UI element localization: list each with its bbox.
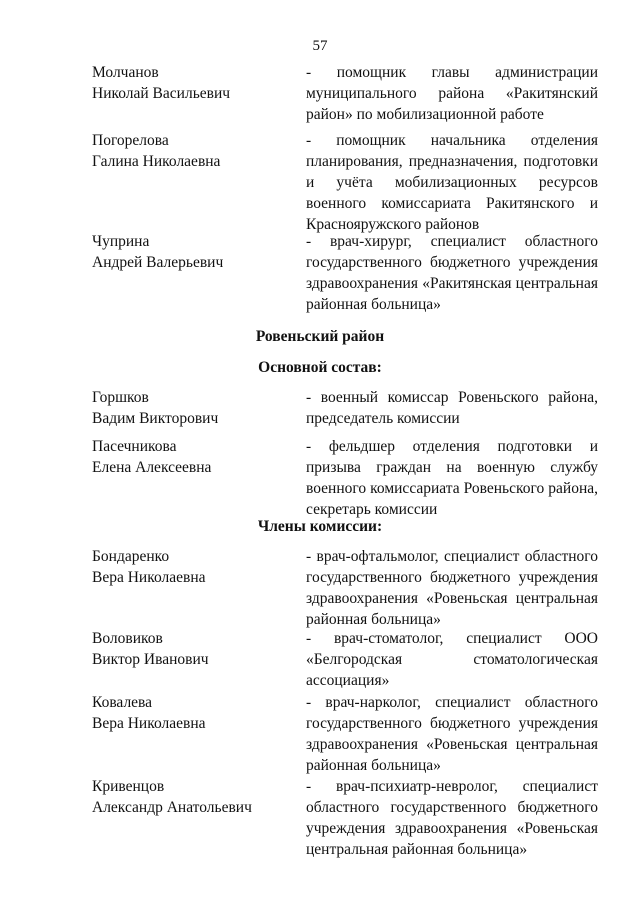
person-role: - врач-нарколог, специалист областного государственного бюджетного учреждения здравоохранения «Ровеньская центральная районная больница» xyxy=(306,694,598,774)
person-entry xyxy=(0,776,640,866)
person-name xyxy=(92,62,292,104)
person-surname: Бондаренко xyxy=(92,548,170,565)
person-role: - врач-офтальмолог, специалист областного государственного бюджетного учреждения здравоохранения «Ровеньская центральная районная больница» xyxy=(306,548,598,628)
person-role: - помощник главы администрации муниципального района «Ракитянский район» по мобилизационной работе xyxy=(306,64,598,123)
person-role: - фельдшер отделения подготовки и призыва граждан на военную службу военного комиссариата Ровеньского района, секретарь комиссии xyxy=(306,438,598,518)
main-composition-heading: Основной состав: xyxy=(258,359,382,376)
person-entry xyxy=(0,231,640,321)
person-given-names: Виктор Иванович xyxy=(92,651,209,668)
person-given-names: Александр Анатольевич xyxy=(92,799,252,816)
person-name xyxy=(92,387,292,429)
person-surname: Пасечникова xyxy=(92,438,177,455)
page-number: 57 xyxy=(312,38,328,54)
person-entry xyxy=(0,436,640,526)
person-surname: Горшков xyxy=(92,389,149,406)
person-name xyxy=(92,436,292,478)
person-given-names: Галина Николаевна xyxy=(92,153,221,170)
person-surname: Ковалева xyxy=(92,694,153,711)
person-role: - помощник начальника отделения планирования, предназначения, подготовки и учёта мобилизационных ресурсов военного комиссариата Ракитянского и Краснояружского районов xyxy=(306,132,598,233)
district-title: Ровеньский район xyxy=(255,328,385,345)
person-surname: Погорелова xyxy=(92,132,169,149)
person-name xyxy=(92,628,292,670)
person-given-names: Андрей Валерьевич xyxy=(92,254,224,271)
person-role: - врач-стоматолог, специалист ООО «Белгородская стоматологическая ассоциация» xyxy=(306,630,598,689)
person-entry xyxy=(0,546,640,636)
person-role: - военный комиссар Ровеньского района, председатель комиссии xyxy=(306,389,598,427)
person-surname: Молчанов xyxy=(92,64,159,81)
person-given-names: Вера Николаевна xyxy=(92,569,206,586)
person-role: - врач-психиатр-невролог, специалист областного государственного бюджетного учреждения здравоохранения «Ровеньская центральная районная больница» xyxy=(306,778,598,858)
person-entry xyxy=(0,692,640,782)
person-surname: Чуприна xyxy=(92,233,150,250)
members-heading: Члены комиссии: xyxy=(257,518,383,535)
person-name xyxy=(92,776,292,818)
person-surname: Воловиков xyxy=(92,630,163,647)
person-given-names: Вера Николаевна xyxy=(92,715,206,732)
person-surname: Кривенцов xyxy=(92,778,165,795)
person-name xyxy=(92,231,292,273)
person-name xyxy=(92,692,292,734)
person-entry xyxy=(0,130,640,233)
person-given-names: Николай Васильевич xyxy=(92,85,231,102)
person-given-names: Вадим Викторович xyxy=(92,410,219,427)
person-role: - врач-хирург, специалист областного государственного бюджетного учреждения здравоохранения «Ракитянская центральная районная больница» xyxy=(306,233,598,313)
person-given-names: Елена Алексеевна xyxy=(92,459,212,476)
person-name xyxy=(92,130,292,172)
person-name xyxy=(92,546,292,588)
